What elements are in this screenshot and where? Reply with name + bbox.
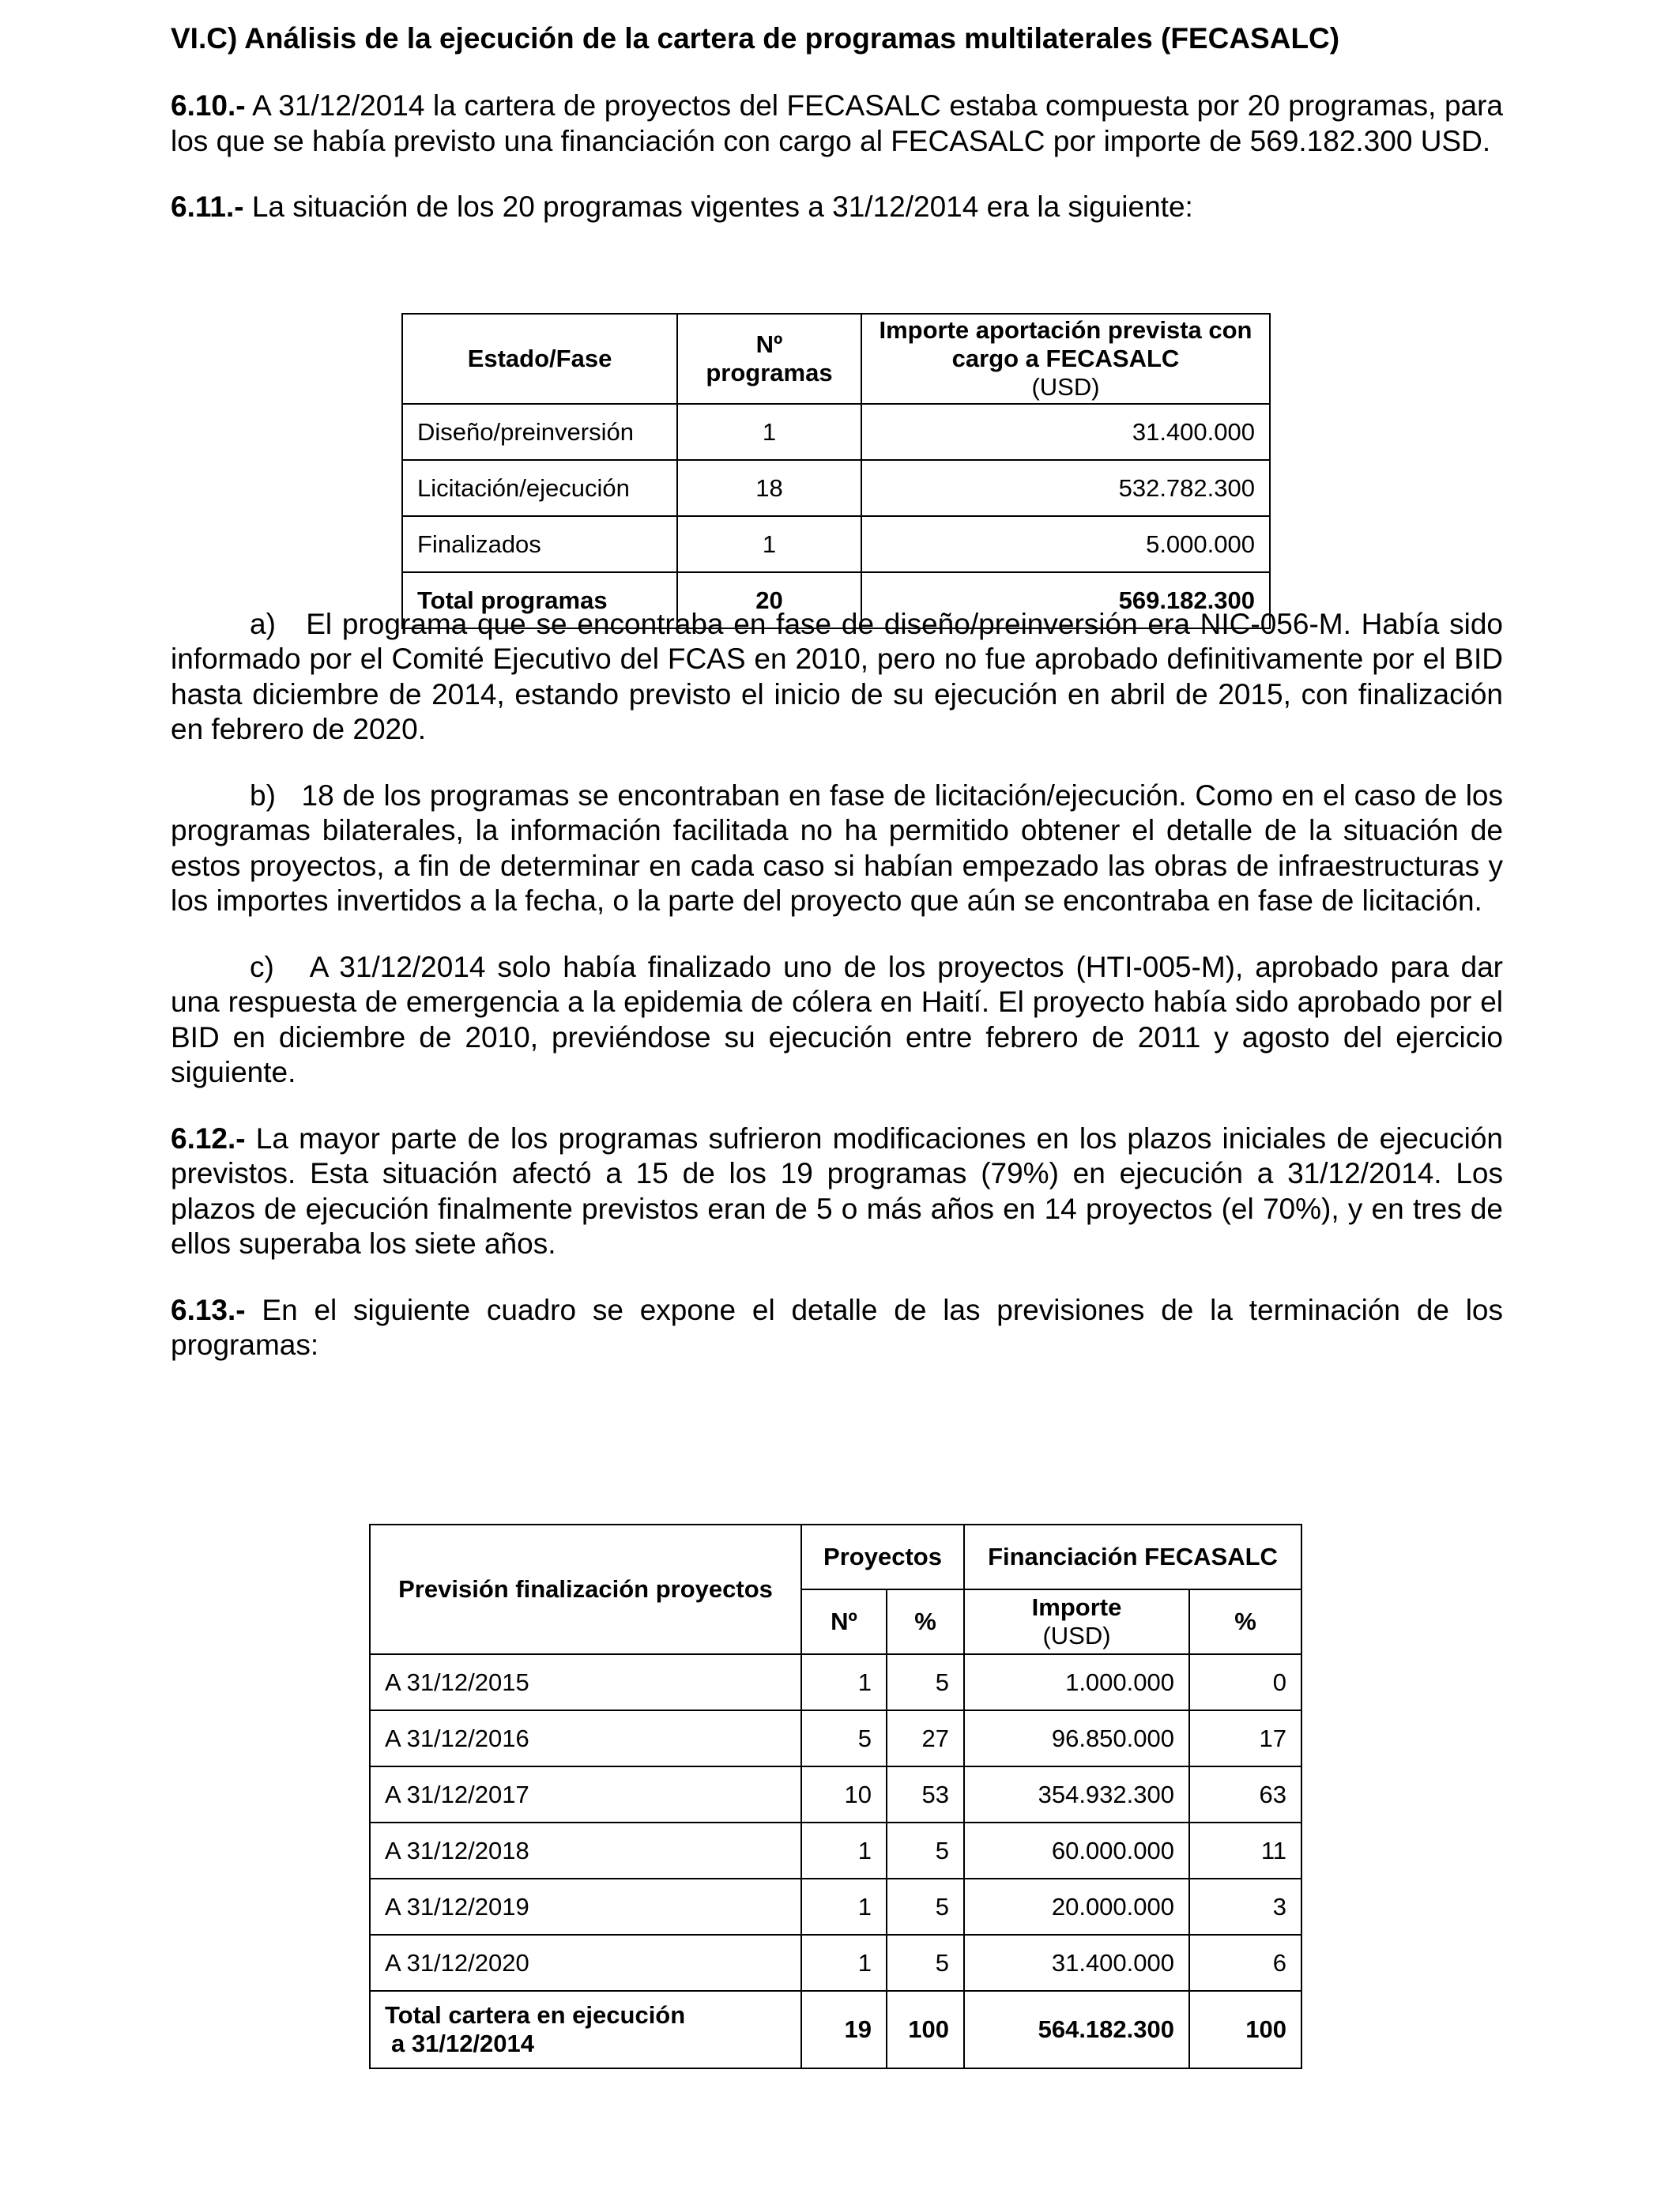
cell-num: 5 — [801, 1710, 887, 1766]
cell-estado: Diseño/preinversión — [402, 404, 677, 460]
cell-importe: 354.932.300 — [964, 1766, 1189, 1823]
header-proyectos: Proyectos — [801, 1525, 964, 1589]
cell-pct2: 11 — [1189, 1823, 1301, 1879]
table-row — [370, 1654, 1301, 1710]
cell-label: A 31/12/2018 — [370, 1823, 801, 1879]
paragraph-text: En el siguiente cuadro se expone el detalle de las previsiones de la terminación de los programas: — [171, 1293, 1503, 1361]
cell-pct2: 3 — [1189, 1879, 1301, 1935]
header-importe — [861, 314, 1270, 404]
cell-label: A 31/12/2020 — [370, 1935, 801, 1991]
document-page — [171, 19, 1503, 1363]
cell-estado: Licitación/ejecución — [402, 460, 677, 516]
item-text: El programa que se encontraba en fase de diseño/preinversión era NIC-056-M. Había sido informado por el Comité Ejecutivo del FCAS en 2010, pero no fue aprobado definitivamente por el BID hasta diciembre de 2014, estando previsto el inicio de su ejecución en abril de 2015, con finalización en febrero de 2020. — [171, 607, 1504, 745]
cell-importe: 532.782.300 — [861, 460, 1270, 516]
cell-pct2: 6 — [1189, 1935, 1301, 1991]
item-b — [171, 778, 1503, 919]
header-estado: Estado/Fase — [402, 314, 677, 404]
item-label: c) — [250, 950, 274, 983]
cell-pct: 5 — [887, 1879, 964, 1935]
table-row — [402, 460, 1270, 516]
completion-forecast-table — [369, 1524, 1302, 2069]
cell-num: 10 — [801, 1766, 887, 1823]
paragraph-number: 6.10.- — [171, 89, 246, 122]
header-importe-label: Importe aportación prevista con cargo a FECASALC — [879, 316, 1252, 372]
cell-num: 18 — [677, 460, 861, 516]
header-num-programas: Nº programas — [677, 314, 861, 404]
table-row — [370, 1710, 1301, 1766]
header-importe-unit: (USD) — [1031, 373, 1100, 401]
section-title: VI.C) Análisis de la ejecución de la cartera de programas multilaterales (FECASALC) — [171, 22, 1340, 55]
paragraph-6-11 — [171, 190, 1503, 225]
cell-pct2: 17 — [1189, 1710, 1301, 1766]
cell-pct2: 0 — [1189, 1654, 1301, 1710]
cell-total-label — [370, 1991, 801, 2068]
paragraph-number: 6.13.- — [171, 1293, 246, 1326]
table-header-row — [370, 1525, 1301, 1589]
header-pct: % — [887, 1589, 964, 1654]
table-row — [370, 1879, 1301, 1935]
paragraph-6-10 — [171, 89, 1503, 159]
programs-status-table — [401, 313, 1271, 629]
cell-total-label: Total programas — [402, 572, 677, 628]
cell-pct2: 63 — [1189, 1766, 1301, 1823]
cell-pct: 27 — [887, 1710, 964, 1766]
cell-importe: 60.000.000 — [964, 1823, 1189, 1879]
header-prevision: Previsión finalización proyectos — [370, 1525, 801, 1654]
table-row — [370, 1823, 1301, 1879]
cell-importe: 20.000.000 — [964, 1879, 1189, 1935]
cell-total-num: 20 — [677, 572, 861, 628]
cell-label: A 31/12/2016 — [370, 1710, 801, 1766]
item-text: 18 de los programas se encontraban en fase de licitación/ejecución. Como en el caso de los programas bilaterales, la información facilitada no ha permitido obtener el detalle de la situación de estos proyectos, a fin de determinar en cada caso si habían empezado las obras de infraestructuras y los importes invertidos a la fecha, o la parte del proyecto que aún se encontraba en fase de licitación. — [171, 778, 1503, 917]
cell-importe: 1.000.000 — [964, 1654, 1189, 1710]
table-row — [402, 404, 1270, 460]
cell-num: 1 — [801, 1823, 887, 1879]
table-total-row — [402, 572, 1270, 628]
cell-total-importe: 569.182.300 — [861, 572, 1270, 628]
total-label-line2: a 31/12/2014 — [391, 2030, 535, 2057]
paragraph-6-12 — [171, 1122, 1503, 1262]
cell-num: 1 — [677, 516, 861, 572]
item-c — [171, 950, 1503, 1091]
cell-pct: 53 — [887, 1766, 964, 1823]
cell-label: A 31/12/2017 — [370, 1766, 801, 1823]
paragraph-number: 6.11.- — [171, 190, 244, 223]
cell-importe: 96.850.000 — [964, 1710, 1189, 1766]
table-total-row — [370, 1991, 1301, 2068]
cell-total-pct: 100 — [887, 1991, 964, 2068]
cell-importe: 5.000.000 — [861, 516, 1270, 572]
cell-label: A 31/12/2019 — [370, 1879, 801, 1935]
cell-num: 1 — [801, 1879, 887, 1935]
paragraph-text: La situación de los 20 programas vigentes a 31/12/2014 era la siguiente: — [243, 190, 1193, 223]
header-importe — [964, 1589, 1189, 1654]
header-num: Nº — [801, 1589, 887, 1654]
cell-num: 1 — [677, 404, 861, 460]
cell-total-pct2: 100 — [1189, 1991, 1301, 2068]
table-row — [370, 1935, 1301, 1991]
item-label: b) — [250, 778, 276, 812]
table-header-row — [402, 314, 1270, 404]
cell-total-num: 19 — [801, 1991, 887, 2068]
cell-pct: 5 — [887, 1654, 964, 1710]
paragraph-text: A 31/12/2014 la cartera de proyectos del FECASALC estaba compuesta por 20 programas, para los que se había previsto una financiación con cargo al FECASALC por importe de 569.182.300 USD. — [171, 89, 1503, 157]
table-row — [370, 1766, 1301, 1823]
header-financiacion: Financiación FECASALC — [964, 1525, 1301, 1589]
header-pct2: % — [1189, 1589, 1301, 1654]
cell-pct: 5 — [887, 1935, 964, 1991]
total-label-line1: Total cartera en ejecución — [385, 2001, 686, 2029]
paragraph-6-13 — [171, 1293, 1503, 1363]
cell-importe: 31.400.000 — [964, 1935, 1189, 1991]
item-label: a) — [250, 607, 276, 640]
paragraph-number: 6.12.- — [171, 1122, 246, 1155]
cell-total-importe: 564.182.300 — [964, 1991, 1189, 2068]
cell-label: A 31/12/2015 — [370, 1654, 801, 1710]
cell-estado: Finalizados — [402, 516, 677, 572]
header-importe-label: Importe — [1031, 1593, 1122, 1621]
paragraph-text: La mayor parte de los programas sufrieron modificaciones en los plazos iniciales de ejecución previstos. Esta situación afectó a 15 de los 19 programas (79%) en ejecución a 31/12/2014. Los plazos de ejecución finalmente previstos eran de 5 o más años en 14 proyectos (el 70%), y en tres de ellos superaba los siete años. — [171, 1122, 1503, 1260]
table-row — [402, 516, 1270, 572]
cell-pct: 5 — [887, 1823, 964, 1879]
cell-num: 1 — [801, 1654, 887, 1710]
cell-importe: 31.400.000 — [861, 404, 1270, 460]
cell-num: 1 — [801, 1935, 887, 1991]
header-importe-unit: (USD) — [1042, 1622, 1111, 1649]
item-text: A 31/12/2014 solo había finalizado uno de los proyectos (HTI-005-M), aprobado para dar una respuesta de emergencia a la epidemia de cólera en Haití. El proyecto había sido aprobado por el BID en diciembre de 2010, previéndose su ejecución entre febrero de 2011 y agosto del ejercicio siguiente. — [171, 950, 1503, 1088]
